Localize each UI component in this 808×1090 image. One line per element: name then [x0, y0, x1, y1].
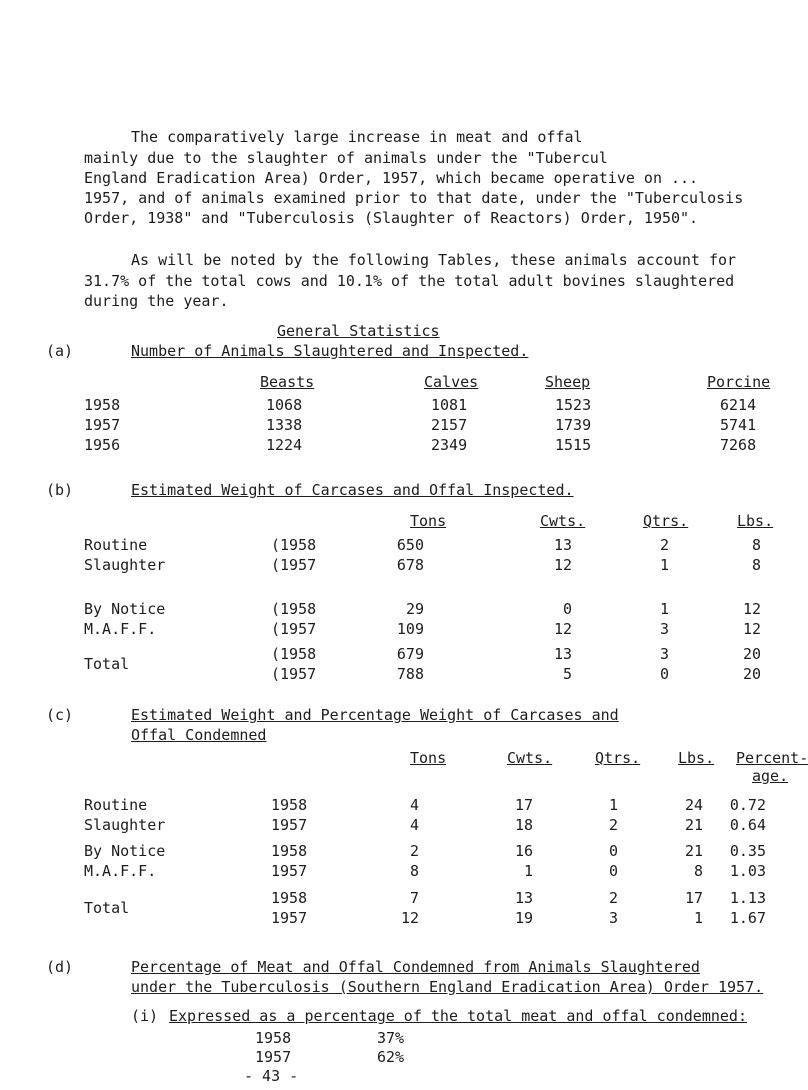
table-cell: 0 [608, 842, 618, 860]
table-cell: 8 [693, 862, 703, 880]
table-cell: 1.67 [729, 909, 766, 927]
table-cell: 1 [659, 556, 669, 574]
table-cell: 1.13 [729, 889, 766, 907]
table-cell: 12 [553, 620, 572, 638]
intro-line-2: mainly due to the slaughter of animals under the "Tubercul [84, 149, 608, 167]
table-cell: 2 [608, 816, 618, 834]
section-d-title-1: Percentage of Meat and Offal Condemned from Animals Slaughtered [131, 958, 700, 976]
table-cell: 2 [659, 536, 669, 554]
row-group-name: By Notice [84, 842, 166, 860]
table-cell: 8 [751, 536, 761, 554]
row-group-name: Total [84, 655, 130, 673]
table-cell: 21 [684, 842, 703, 860]
intro-line-4: 1957, and of animals examined prior to that date, under the "Tuberculosis [84, 189, 744, 207]
table-cell: 12 [400, 909, 419, 927]
table-cell: 0.72 [729, 796, 766, 814]
para2-line-1: As will be noted by the following Tables, these animals account for [131, 251, 737, 269]
page-number: - 43 - [244, 1067, 299, 1085]
row-group-name: M.A.F.F. [84, 620, 157, 638]
intro-line-3: England Eradication Area) Order, 1957, which became operative on ... [84, 169, 699, 187]
table-cell: 1523 [555, 396, 592, 414]
intro-line-5: Order, 1938" and "Tuberculosis (Slaughter of Reactors) Order, 1950". [84, 209, 699, 227]
section-b-label: (b) [46, 481, 74, 499]
table-row-year: (1958 [271, 536, 317, 554]
table-row-year: (1957 [271, 620, 317, 638]
row-group-name: M.A.F.F. [84, 862, 157, 880]
table-cell: 24 [684, 796, 703, 814]
table-cell: 0.64 [729, 816, 766, 834]
table-cell: 5741 [720, 416, 757, 434]
header-cwts: Cwts. [540, 512, 586, 530]
table-cell: 8 [751, 556, 761, 574]
row-group-name: Routine [84, 536, 148, 554]
table-row-year: 1958 [271, 842, 308, 860]
table-cell: 1739 [555, 416, 592, 434]
section-c-label: (c) [46, 706, 74, 724]
table-cell: 17 [684, 889, 703, 907]
table-cell: 20 [742, 645, 761, 663]
section-a-label: (a) [46, 342, 74, 360]
table-cell: 7268 [720, 436, 757, 454]
table-cell: 6214 [720, 396, 757, 414]
section-d-title-2: under the Tuberculosis (Southern England Eradication Area) Order 1957. [131, 978, 764, 996]
table-cell: 3 [659, 645, 669, 663]
table-row-year: (1958 [271, 645, 317, 663]
table-row-year: 1958 [255, 1029, 292, 1047]
table-cell: 1515 [555, 436, 592, 454]
table-cell: 4 [409, 816, 419, 834]
section-b-title: Estimated Weight of Carcases and Offal Inspected. [131, 481, 574, 499]
section-c-title-2: Offal Condemned [131, 726, 267, 744]
table-cell: 788 [396, 665, 424, 683]
section-d-label: (d) [46, 958, 74, 976]
row-group-name: Routine [84, 796, 148, 814]
table-cell: 13 [553, 536, 572, 554]
row-group-name: Slaughter [84, 556, 166, 574]
header-tons: Tons [410, 749, 447, 767]
table-row-year: (1957 [271, 665, 317, 683]
header-calves: Calves [424, 373, 479, 391]
table-row-year: 1958 [271, 796, 308, 814]
table-cell: 1 [693, 909, 703, 927]
row-group-name: Slaughter [84, 816, 166, 834]
header-lbs: Lbs. [737, 512, 774, 530]
section-a-title: Number of Animals Slaughtered and Inspected. [131, 342, 529, 360]
table-row-year: 1957 [271, 909, 308, 927]
table-cell: 678 [396, 556, 424, 574]
table-row-year: (1957 [271, 556, 317, 574]
table-cell: 1068 [266, 396, 303, 414]
table-cell: 109 [396, 620, 424, 638]
table-row-year: 1958 [84, 396, 121, 414]
table-cell: 20 [742, 665, 761, 683]
table-cell: 12 [742, 620, 761, 638]
table-cell: 37% [377, 1029, 405, 1047]
table-cell: 62% [377, 1048, 405, 1066]
table-row-year: 1958 [271, 889, 308, 907]
table-cell: 0 [659, 665, 669, 683]
table-cell: 1224 [266, 436, 303, 454]
header-porcine: Porcine [707, 373, 771, 391]
header-tons: Tons [410, 512, 447, 530]
table-cell: 2349 [431, 436, 468, 454]
para2-line-3: during the year. [84, 292, 229, 310]
table-cell: 1338 [266, 416, 303, 434]
table-cell: 0 [608, 862, 618, 880]
table-row-year: (1958 [271, 600, 317, 618]
row-group-name: By Notice [84, 600, 166, 618]
table-cell: 1 [523, 862, 533, 880]
table-cell: 17 [514, 796, 533, 814]
table-cell: 5 [562, 665, 572, 683]
table-cell: 1 [608, 796, 618, 814]
section-d-sub-label: (i) [131, 1007, 159, 1025]
table-row-year: 1957 [255, 1048, 292, 1066]
para2-line-2: 31.7% of the total cows and 10.1% of the total adult bovines slaughtered [84, 272, 735, 290]
table-cell: 679 [396, 645, 424, 663]
table-cell: 2 [608, 889, 618, 907]
table-cell: 16 [514, 842, 533, 860]
header-qtrs: Qtrs. [643, 512, 689, 530]
table-cell: 1.03 [729, 862, 766, 880]
table-cell: 19 [514, 909, 533, 927]
row-group-name: Total [84, 899, 130, 917]
table-cell: 2157 [431, 416, 468, 434]
header-qtrs: Qtrs. [595, 749, 641, 767]
table-cell: 2 [409, 842, 419, 860]
section-c-title-1: Estimated Weight and Percentage Weight of Carcases and [131, 706, 619, 724]
header-percentage-2: age. [752, 767, 789, 785]
table-cell: 18 [514, 816, 533, 834]
table-cell: 1081 [431, 396, 468, 414]
header-cwts: Cwts. [507, 749, 553, 767]
table-cell: 3 [608, 909, 618, 927]
table-cell: 12 [742, 600, 761, 618]
table-row-year: 1956 [84, 436, 121, 454]
table-cell: 7 [409, 889, 419, 907]
table-cell: 650 [396, 536, 424, 554]
table-row-year: 1957 [271, 816, 308, 834]
table-cell: 4 [409, 796, 419, 814]
table-cell: 21 [684, 816, 703, 834]
table-cell: 13 [553, 645, 572, 663]
table-row-year: 1957 [271, 862, 308, 880]
header-beasts: Beasts [260, 373, 315, 391]
table-cell: 13 [514, 889, 533, 907]
table-cell: 12 [553, 556, 572, 574]
header-lbs: Lbs. [678, 749, 715, 767]
section-d-sub-title: Expressed as a percentage of the total meat and offal condemned: [169, 1007, 747, 1025]
header-percentage: Percent- [736, 749, 808, 767]
table-cell: 0.35 [729, 842, 766, 860]
intro-line-1: The comparatively large increase in meat and offal [131, 128, 583, 146]
general-statistics-heading: General Statistics [277, 322, 440, 340]
table-cell: 3 [659, 620, 669, 638]
table-cell: 8 [409, 862, 419, 880]
table-row-year: 1957 [84, 416, 121, 434]
table-cell: 0 [562, 600, 572, 618]
table-cell: 29 [405, 600, 424, 618]
header-sheep: Sheep [545, 373, 591, 391]
table-cell: 1 [659, 600, 669, 618]
